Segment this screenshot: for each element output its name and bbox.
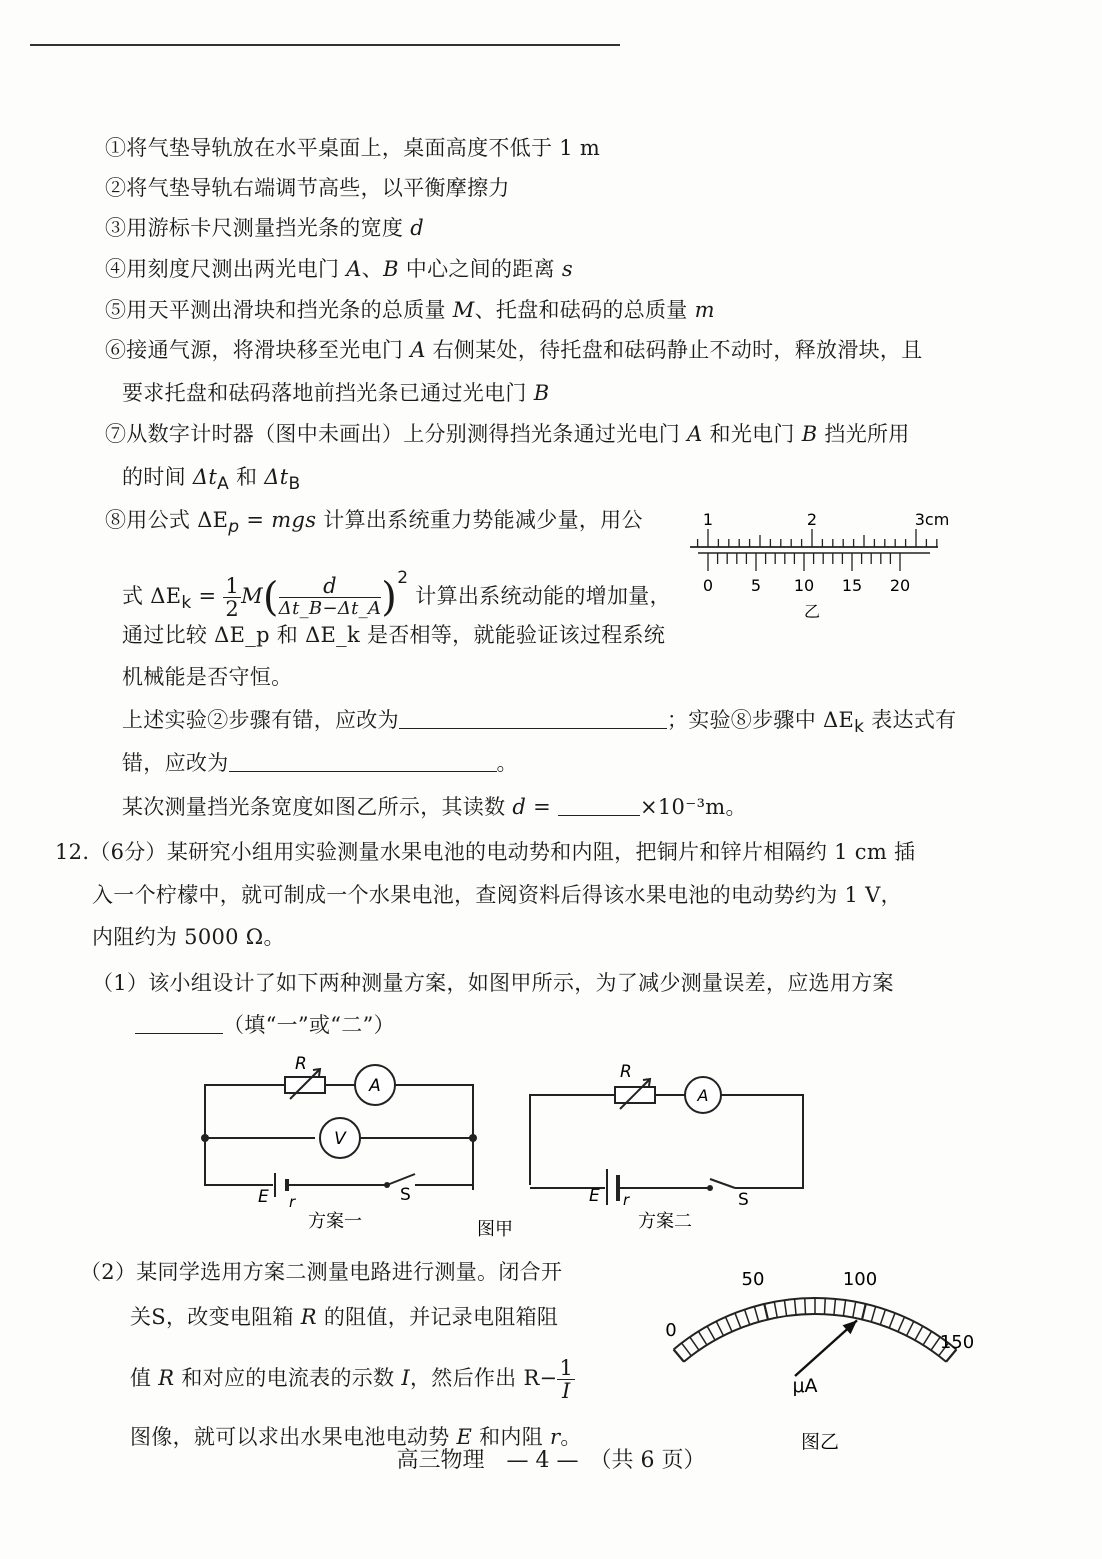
figure-jia-caption: 图甲 (477, 1219, 513, 1240)
step-3: ③用游标卡尺测量挡光条的宽度 d (105, 216, 424, 240)
dial-tick (923, 1331, 931, 1345)
dial-unit: μA (792, 1375, 818, 1397)
step-7-line-2: 的时间 $\Delta t_A$ 和 $\Delta t_B$ (122, 465, 301, 495)
circuit-diagrams (195, 1055, 825, 1245)
emf-label-1: E (258, 1187, 269, 1207)
dial-tick (784, 1300, 786, 1316)
step-7-line-1: ⑦从数字计时器（图中未画出）上分别测得挡光条通过光电门 A 和光电门 B 挡光所用 (105, 422, 910, 446)
dial-label-100: 100 (842, 1269, 878, 1290)
dial-tick (853, 1302, 856, 1318)
dial-scale (674, 1298, 957, 1362)
main-label-3: 3cm (914, 510, 950, 529)
dial-tick (907, 1321, 914, 1335)
main-label-2: 2 (806, 510, 818, 529)
dial-tick (880, 1310, 885, 1325)
q12-line-1: 12.（6分）某研究小组用实验测量水果电池的电动势和内阻，把铜片和锌片相隔约 1 cm 插 (55, 840, 916, 864)
vernier-caliper-figure (680, 505, 960, 625)
switch-label-1: S (400, 1185, 411, 1205)
vernier-label-5: 5 (750, 576, 762, 595)
dial-tick (898, 1317, 905, 1332)
dial-tick (889, 1313, 895, 1328)
dial-tick (735, 1313, 741, 1328)
switch-pivot-1 (384, 1182, 390, 1188)
step-1: ①将气垫导轨放在水平桌面上，桌面高度不低于 1 m (105, 136, 601, 160)
step-8-line-3: 通过比较 ΔE_p 和 ΔE_k 是否相等，就能验证该过程系统 (122, 623, 666, 647)
dial-tick (690, 1337, 699, 1350)
step-8-line-1: ⑧用公式 $\Delta E_p$ = mgs 计算出系统重力势能减少量，用公 (105, 508, 643, 538)
node-right (469, 1134, 477, 1142)
q12-part2-line-3: 值 R 和对应的电流表的示数 I，然后作出 R− $\frac{1}{I}$ (130, 1356, 574, 1403)
q12-line-2: 入一个柠檬中，就可制成一个水果电池，查阅资料后得该水果电池的电动势约为 1 V， (92, 883, 902, 907)
half-fraction: $\frac{1}{2}$ (225, 574, 240, 621)
r-inverse-fraction: $\frac{1}{I}$ (559, 1356, 574, 1403)
vernier-scale (698, 553, 930, 595)
answer-blank-step8[interactable] (229, 749, 497, 772)
answer-blank-reading[interactable] (558, 793, 640, 816)
step-6-line-1: ⑥接通气源，将滑块移至光电门 A 右侧某处，待托盘和砝码静止不动时，释放滑块，且 (105, 338, 923, 362)
step-5: ⑤用天平测出滑块和挡光条的总质量 M、托盘和砝码的总质量 m (105, 298, 715, 322)
dial-tick (805, 1298, 806, 1314)
step-6-line-2: 要求托盘和砝码落地前挡光条已通过光电门 B (122, 381, 550, 405)
q12-line-3: 内阻约为 5000 Ω。 (92, 925, 285, 949)
main-label-1: 1 (702, 510, 714, 529)
dial-tick (726, 1317, 733, 1332)
dial-tick (774, 1302, 777, 1318)
q11-answer-line-2: 错，应改为 。 (122, 751, 518, 775)
dial-label-50: 50 (741, 1269, 765, 1290)
microammeter-dial (655, 1258, 985, 1458)
dial-tick (754, 1307, 758, 1322)
voltmeter-icon: V (334, 1129, 346, 1149)
ammeter-icon-2: A (697, 1086, 709, 1105)
dial-tick (931, 1337, 940, 1350)
dial-tick (745, 1310, 750, 1325)
header-rule (30, 44, 620, 46)
vernier-label-10: 10 (793, 576, 815, 595)
plan-1-caption: 方案一 (308, 1211, 362, 1232)
ammeter-icon: A (369, 1076, 381, 1096)
caliper-caption: 乙 (803, 602, 821, 621)
q12-part1-line-1: （1）该小组设计了如下两种测量方案，如图甲所示，为了减少测量误差，应选用方案 (92, 971, 894, 995)
vernier-label-15: 15 (841, 576, 863, 595)
dial-tick (764, 1304, 768, 1320)
dial-tick (682, 1343, 692, 1356)
resistor-label-2: R (620, 1062, 632, 1082)
dial-tick (862, 1304, 866, 1320)
dial-tick (716, 1321, 723, 1335)
q12-part2-line-1: （2）某同学选用方案二测量电路进行测量。闭合开 (80, 1260, 563, 1284)
step-4: ④用刻度尺测出两光电门 A、B 中心之间的距离 s (105, 257, 573, 281)
internal-r-label-2: r (623, 1191, 630, 1209)
dial-tick (871, 1307, 875, 1322)
vernier-label-0: 0 (702, 576, 714, 595)
circuit-plan-2 (530, 1077, 803, 1205)
page-footer: 高三物理 — 4 — （共 6 页） (396, 1448, 706, 1473)
dial-tick (674, 1349, 684, 1361)
answer-blank-step2[interactable] (399, 706, 667, 729)
answer-blank-plan[interactable] (135, 1011, 223, 1034)
plan-2-caption: 方案二 (638, 1211, 692, 1232)
dial-tick (834, 1299, 835, 1315)
dial-caption: 图乙 (800, 1431, 840, 1453)
dial-label-0: 0 (665, 1320, 677, 1341)
step-8-formula-line: 式 $\Delta E_k$ = $\frac{1}{2}$ M( $\frac{d}{\Delta t\_B-\Delta t\_A}$ )$^2$ 计算出系统动能的增加量， (122, 568, 671, 621)
dial-tick (915, 1326, 923, 1340)
node-left (201, 1134, 209, 1142)
switch-label-2: S (738, 1190, 749, 1210)
main-scale (690, 510, 949, 547)
step-2: ②将气垫导轨右端调节高些，以平衡摩擦力 (105, 176, 510, 200)
vernier-label-20: 20 (889, 576, 911, 595)
q11-answer-line-3: 某次测量挡光条宽度如图乙所示，其读数 d = ×10⁻³m。 (122, 795, 747, 819)
q12-part2-line-2: 关S，改变电阻箱 R 的阻值，并记录电阻箱阻 (130, 1305, 559, 1329)
q11-answer-line-1: 上述实验②步骤有错，应改为 ；实验⑧步骤中 $\Delta E_k$ 表达式有 (122, 708, 957, 738)
dial-tick (795, 1299, 796, 1315)
dial-tick (843, 1300, 845, 1316)
dial-tick (698, 1331, 706, 1345)
velocity-fraction: $\frac{d}{\Delta t\_B-\Delta t\_A}$ (278, 574, 382, 619)
dial-needle (795, 1320, 857, 1376)
emf-label-2: E (589, 1186, 600, 1206)
resistor-label-1: R (295, 1055, 307, 1074)
internal-r-label-1: r (289, 1193, 296, 1211)
dial-tick (824, 1298, 825, 1314)
dial-tick (707, 1326, 715, 1340)
dial-label-150: 150 (939, 1332, 975, 1353)
step-8-line-4: 机械能是否守恒。 (122, 665, 293, 689)
q12-part1-line-2: （填“一”或“二”） (135, 1010, 395, 1040)
q12-part2-line-4: 图像，就可以求出水果电池电动势 E 和内阻 r。 (130, 1425, 582, 1449)
switch-pivot-2 (707, 1185, 713, 1191)
